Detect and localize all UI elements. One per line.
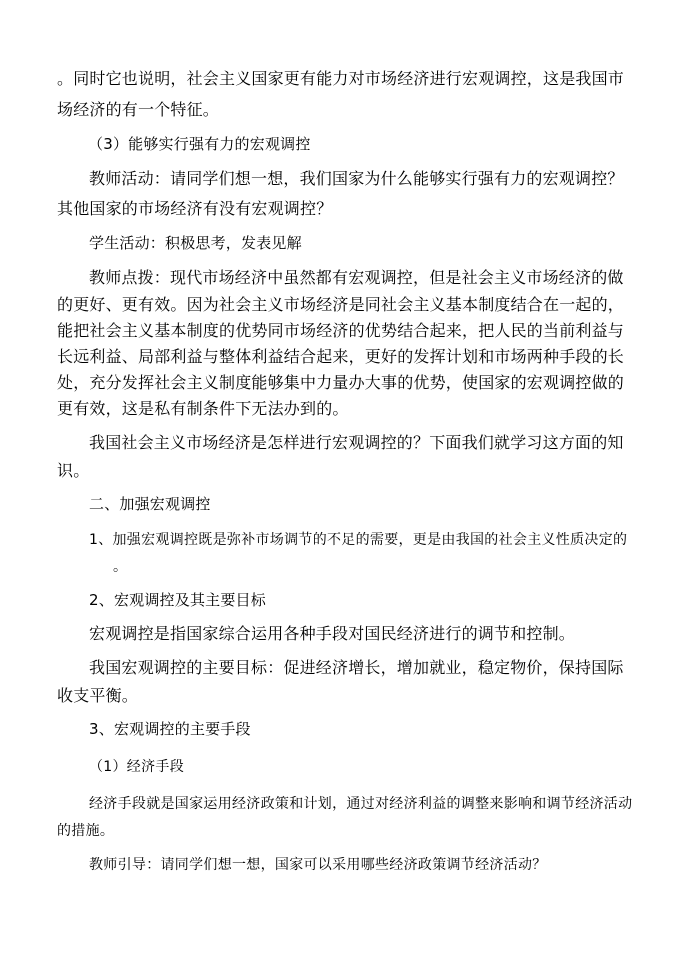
text-line: 。: [113, 559, 128, 575]
text-line: 识。: [57, 461, 90, 480]
text-line: 。同时它也说明，社会主义国家更有能力对市场经济进行宏观调控，这是我国市: [57, 69, 625, 88]
text-line: 教师引导：请同学们想一想，国家可以采用哪些经济政策调节经济活动？: [89, 857, 547, 873]
text-line: 教师点拨：现代市场经济中虽然都有宏观调控，但是社会主义市场经济的做: [89, 268, 624, 287]
text-line: 学生活动：积极思考，发表见解: [89, 234, 302, 252]
text-line: 长远利益、局部利益与整体利益结合起来，更好的发挥计划和市场两种手段的长: [57, 347, 625, 366]
subsection-heading: （1）经济手段: [89, 759, 185, 775]
text-line: 教师活动：请同学们想一想，我们国家为什么能够实行强有力的宏观调控？: [89, 169, 624, 188]
subsection-heading: 3、宏观调控的主要手段: [89, 720, 251, 738]
text-line: 处，充分发挥社会主义制度能够集中力量办大事的优势，使国家的宏观调控做的: [57, 373, 625, 392]
text-line: 我国社会主义市场经济是怎样进行宏观调控的？下面我们就学习这方面的知: [89, 433, 624, 452]
section-heading: （3）能够实行强有力的宏观调控: [88, 135, 311, 153]
text-line: 我国宏观调控的主要目标：促进经济增长，增加就业，稳定物价，保持国际: [89, 658, 624, 677]
text-line: 的措施。: [57, 823, 115, 839]
subsection-heading: 2、宏观调控及其主要目标: [89, 591, 266, 609]
text-line: 能把社会主义基本制度的优势同市场经济的优势结合起来，把人民的当前利益与: [57, 321, 625, 340]
text-line: 其他国家的市场经济有没有宏观调控？: [57, 199, 333, 218]
text-line: 1、加强宏观调控既是弥补市场调节的不足的需要，更是由我国的社会主义性质决定的: [89, 532, 628, 548]
text-line: 宏观调控是指国家综合运用各种手段对国民经济进行的调节和控制。: [89, 624, 576, 643]
text-line: 收支平衡。: [57, 686, 139, 705]
text-line: 更有效，这是私有制条件下无法办到的。: [57, 399, 349, 418]
text-line: 场经济的有一个特征。: [57, 100, 220, 119]
text-line: 的更好、更有效。因为社会主义市场经济是同社会主义基本制度结合在一起的，: [57, 295, 625, 314]
section-heading: 二、加强宏观调控: [89, 495, 211, 513]
text-line: 经济手段就是国家运用经济政策和计划，通过对经济利益的调整来影响和调节经济活动: [89, 796, 633, 812]
